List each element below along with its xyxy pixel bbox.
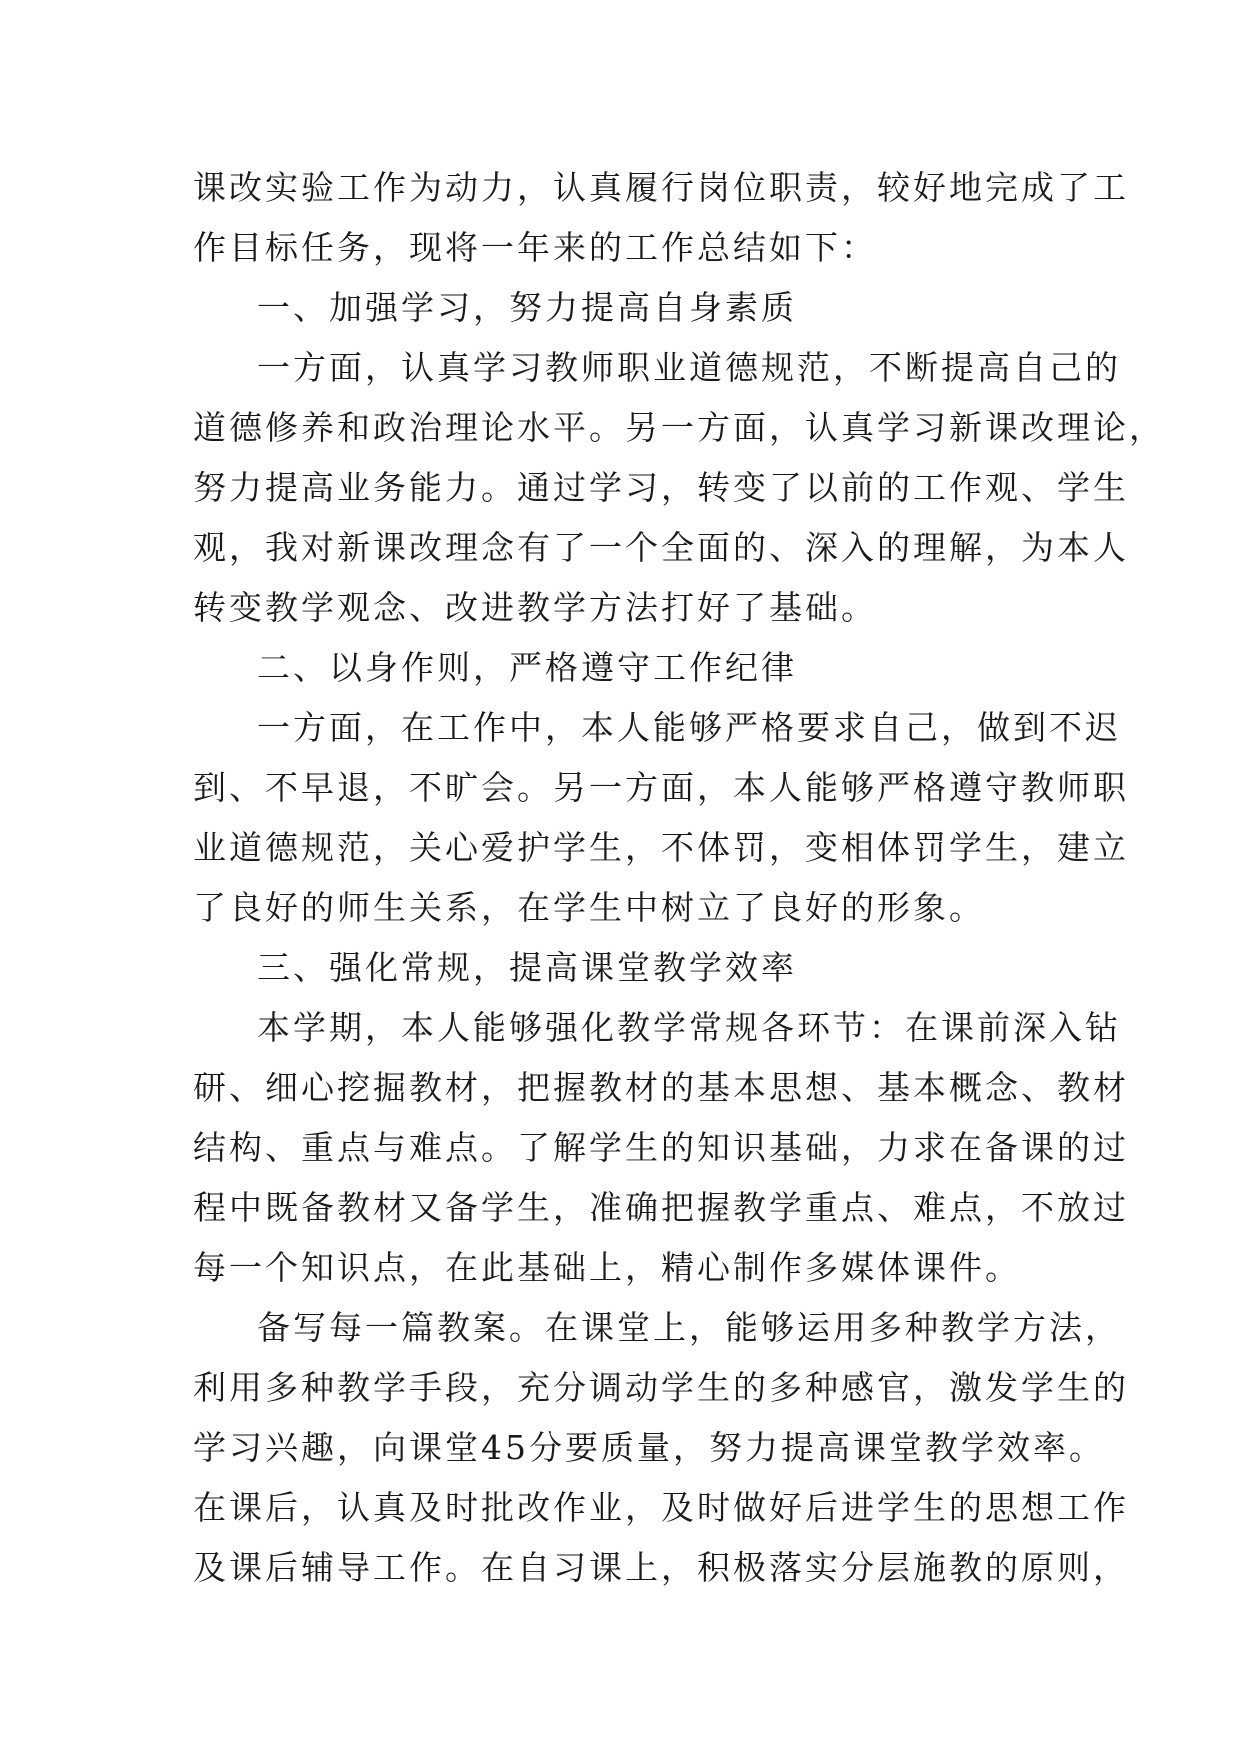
text-line: 及课后辅导工作。在自习课上，积极落实分层施教的原则， <box>193 1548 1129 1587</box>
text-line: 道德修养和政治理论水平。另一方面，认真学习新课改理论， <box>193 408 1165 447</box>
text-line: 本学期，本人能够强化教学常规各环节：在课前深入钻 <box>257 1008 1121 1047</box>
text-line: 课改实验工作为动力，认真履行岗位职责，较好地完成了工 <box>193 168 1129 207</box>
text-line: 程中既备教材又备学生，准确把握教学重点、难点，不放过 <box>193 1188 1129 1227</box>
section-heading: 二、以身作则，严格遵守工作纪律 <box>257 648 797 687</box>
text-line: 转变教学观念、改进教学方法打好了基础。 <box>193 588 877 627</box>
section-heading: 一、加强学习，努力提高自身素质 <box>257 288 797 327</box>
text-line: 努力提高业务能力。通过学习，转变了以前的工作观、学生 <box>193 468 1129 507</box>
text-line: 利用多种教学手段，充分调动学生的多种感官，激发学生的 <box>193 1368 1129 1407</box>
text-line: 一方面，认真学习教师职业道德规范，不断提高自己的 <box>257 348 1121 387</box>
text-line: 研、细心挖掘教材，把握教材的基本思想、基本概念、教材 <box>193 1068 1129 1107</box>
text-line: 了良好的师生关系，在学生中树立了良好的形象。 <box>193 888 985 927</box>
text-line: 到、不早退，不旷会。另一方面，本人能够严格遵守教师职 <box>193 768 1129 807</box>
text-line: 观，我对新课改理念有了一个全面的、深入的理解，为本人 <box>193 528 1129 567</box>
text-line: 每一个知识点，在此基础上，精心制作多媒体课件。 <box>193 1248 1021 1287</box>
text-line: 备写每一篇教案。在课堂上，能够运用多种教学方法， <box>257 1308 1121 1347</box>
text-line: 作目标任务，现将一年来的工作总结如下： <box>193 228 877 267</box>
text-line: 结构、重点与难点。了解学生的知识基础，力求在备课的过 <box>193 1128 1129 1167</box>
text-line: 学习兴趣，向课堂45分要质量，努力提高课堂教学效率。 <box>193 1428 1105 1467</box>
section-heading: 三、强化常规，提高课堂教学效率 <box>257 948 797 987</box>
text-line: 一方面，在工作中，本人能够严格要求自己，做到不迟 <box>257 708 1121 747</box>
text-line: 业道德规范，关心爱护学生，不体罚，变相体罚学生，建立 <box>193 828 1129 867</box>
text-line: 在课后，认真及时批改作业，及时做好后进学生的思想工作 <box>193 1488 1129 1527</box>
